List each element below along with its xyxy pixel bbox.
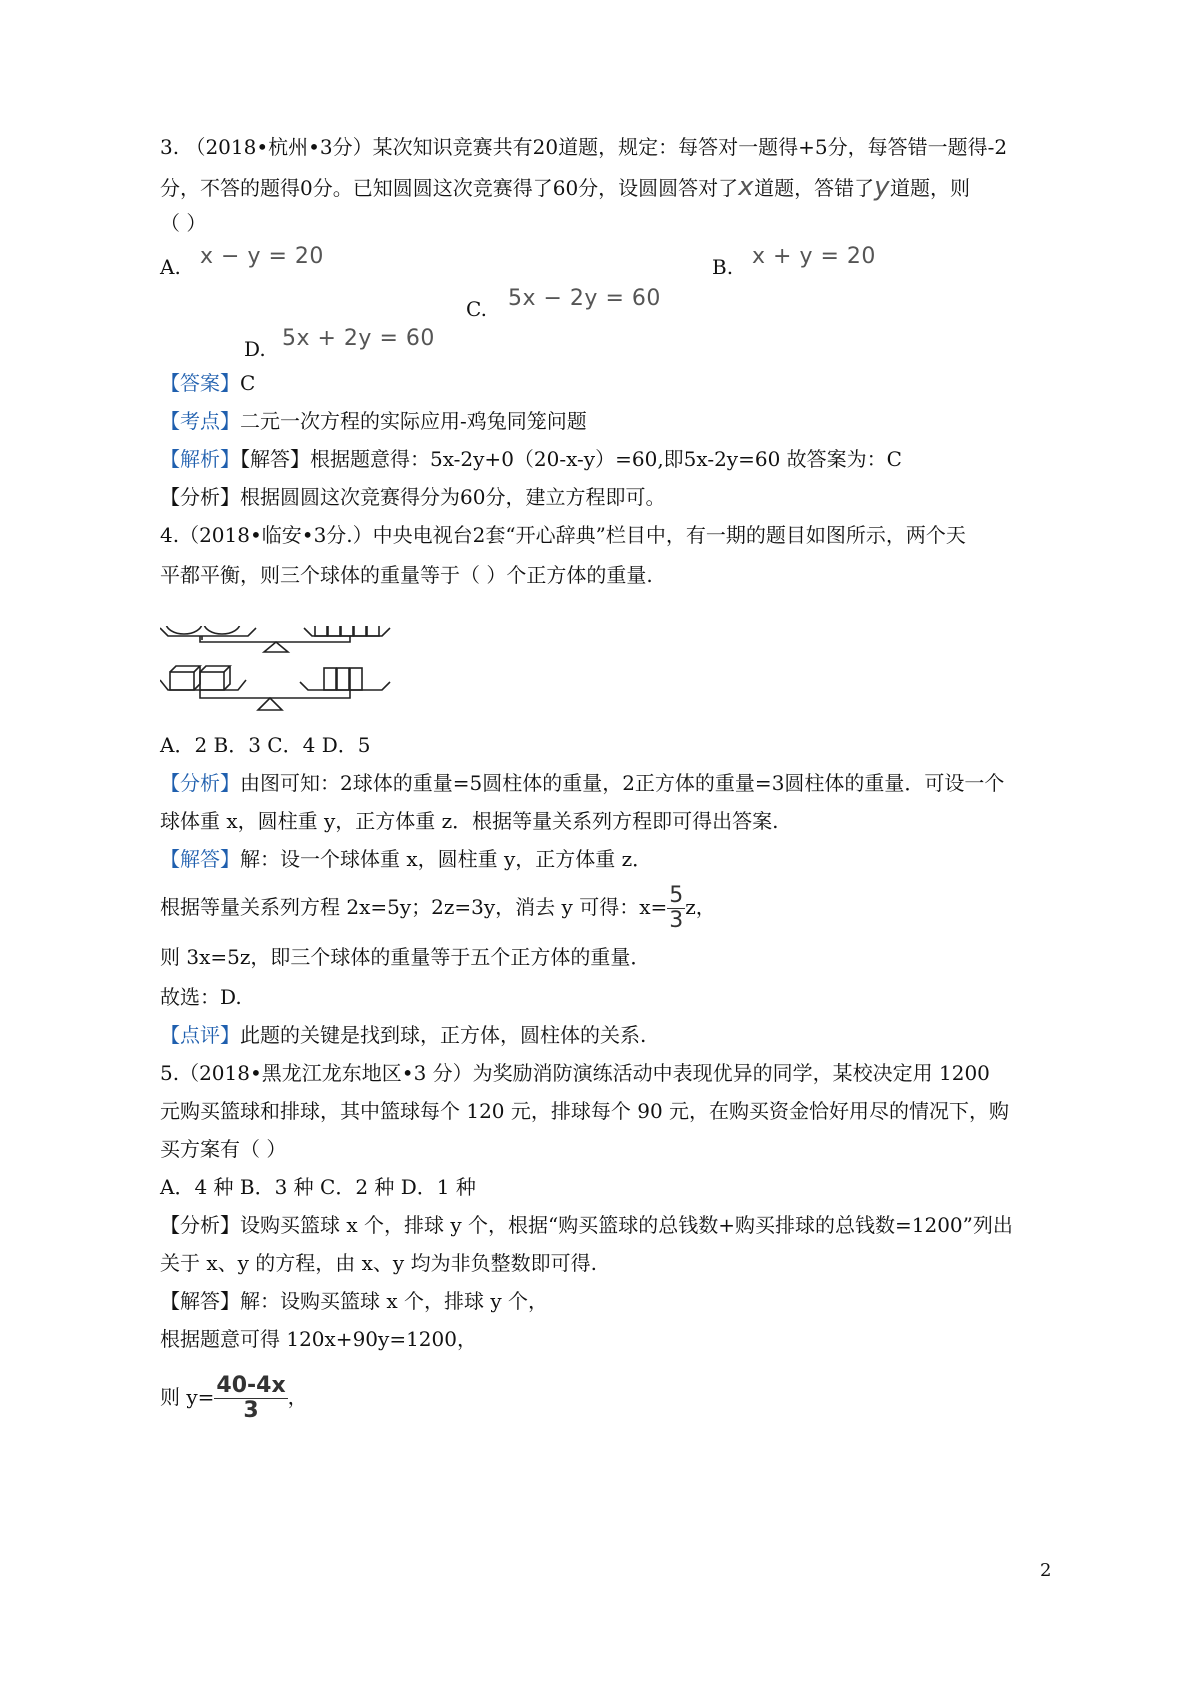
bottom-left-pan	[160, 680, 246, 690]
q3-option-b-expr: x + y = 20	[752, 244, 876, 269]
point-text: 二元一次方程的实际应用-鸡兔同笼问题	[240, 409, 587, 433]
q5-line-2: 元购买篮球和排球，其中篮球每个 120 元，排球每个 90 元，在购买资金恰好用尽的情况下，购	[160, 1099, 1010, 1123]
q5-line-3: 买方案有（ ）	[160, 1137, 287, 1161]
cylinder-3	[341, 626, 353, 636]
var-y: y	[874, 172, 890, 202]
q3-option-c-expr: 5x − 2y = 60	[508, 286, 661, 311]
q3-fenxi	[160, 484, 665, 510]
page-number: 2	[1040, 1560, 1052, 1581]
cube-1	[170, 672, 194, 690]
cube-2	[200, 672, 224, 690]
q5-fenxi-2: 关于 x、y 的方程，由 x、y 均为非负整数即可得.	[160, 1251, 597, 1275]
q3-option-d-expr: 5x + 2y = 60	[282, 326, 435, 351]
q3-analysis	[160, 446, 902, 472]
bottom-right-pan	[300, 682, 390, 690]
top-fulcrum	[264, 642, 288, 652]
q3-line-2-pre: 分，不答的题得0分。已知圆圆这次竞赛得了60分，设圆圆答对了	[160, 176, 739, 200]
answer-tag: 【答案】	[160, 371, 240, 395]
fenxi-text: 由图可知：2球体的重量=5圆柱体的重量，2正方体的重量=3圆柱体的重量．可设一个	[240, 771, 1005, 795]
q4-jieda-3: 则 3x=5z，即三个球体的重量等于五个正方体的重量．	[160, 945, 651, 969]
q4-jieda-2	[160, 884, 716, 933]
q3-point	[160, 408, 587, 434]
bottom-fulcrum	[258, 698, 282, 710]
q3-option-d-label: D.	[244, 337, 266, 361]
fraction-numerator: 5	[669, 883, 684, 908]
point-tag: 【考点】	[160, 409, 240, 433]
q5-options: A．4 种 B．3 种 C．2 种 D．1 种	[160, 1175, 476, 1199]
q3-line-2-post: 道题，则	[889, 176, 970, 200]
jieda-2-post: z，	[685, 895, 716, 919]
q4-jieda-4: 故选：D.	[160, 985, 242, 1009]
top-balance	[160, 626, 390, 652]
q5-jieda-1: 【解答】解：设购买篮球 x 个，排球 y 个，	[160, 1289, 549, 1313]
q5-jieda-2: 根据题意可得 120x+90y=1200，	[160, 1327, 477, 1351]
fraction-denominator: 3	[243, 1398, 259, 1423]
cylinder-8	[350, 668, 362, 690]
q4-fenxi-2: 球体重 x，圆柱重 y，正方体重 z．根据等量关系列方程即可得出答案.	[160, 809, 779, 833]
fenxi-tag: 【分析】	[160, 485, 240, 509]
balance-figure	[160, 626, 400, 722]
cylinder-2	[328, 626, 340, 636]
q4-line-1: 4.（2018•临安•3分.）中央电视台2套“开心辞典”栏目中，有一期的题目如图所示，两个天	[160, 523, 966, 547]
cylinder-4	[354, 626, 366, 636]
q3-line-1: 3. （2018•杭州•3分）某次知识竞赛共有20道题，规定：每答对一题得+5分，每答错一题得-2	[160, 135, 1008, 159]
q5-fenxi-1: 【分析】设购买篮球 x 个，排球 y 个，根据“购买篮球的总钱数+购买排球的总钱数=1200”列出	[160, 1213, 1013, 1237]
q3-answer	[160, 370, 255, 396]
q3-paren: （ ）	[160, 211, 207, 235]
q4-line-2: 平都平衡，则三个球体的重量等于（ ）个正方体的重量.	[160, 563, 653, 587]
cylinder-7	[337, 668, 349, 690]
dianping-tag: 【点评】	[160, 1023, 240, 1047]
analysis-tag: 【解析】	[160, 447, 240, 471]
q5-line-1: 5.（2018•黑龙江龙东地区•3 分）为奖励消防演练活动中表现优异的同学，某校决定用 1200	[160, 1061, 990, 1085]
fraction-numerator: 40-4x	[216, 1373, 286, 1398]
q4-dianping	[160, 1022, 646, 1048]
jieda-3-post: ，	[287, 1385, 308, 1409]
jieda-tag: 【解答】	[160, 847, 240, 871]
bottom-balance	[160, 666, 390, 710]
fraction-40-4x-3	[214, 1374, 287, 1423]
analysis-text: 【解答】根据题意得：5x-2y+0（20-x-y）=60,即5x-2y=60 故答案为：C	[240, 447, 902, 471]
jieda-3-pre: 则 y=	[160, 1385, 215, 1409]
fenxi-tag: 【分析】	[160, 771, 240, 795]
q3-option-c-label: C.	[466, 297, 487, 321]
cylinder-6	[324, 668, 336, 690]
ball-2	[204, 626, 240, 634]
ball-1	[166, 626, 202, 634]
q3-line-2-mid: 道题，答错了	[754, 176, 875, 200]
fraction-5-3	[667, 884, 685, 933]
q3-option-a-label: A.	[160, 255, 181, 279]
q4-fenxi-1	[160, 770, 1004, 796]
jieda-text: 解：设一个球体重 x，圆柱重 y，正方体重 z．	[240, 847, 653, 871]
q5-jieda-3	[160, 1374, 308, 1423]
fenxi-text: 根据圆圆这次竞赛得分为60分，建立方程即可。	[240, 485, 666, 509]
top-right-pan	[304, 628, 390, 636]
cylinder-5	[367, 626, 379, 636]
q4-jieda-1	[160, 846, 652, 872]
jieda-2-pre: 根据等量关系列方程 2x=5y；2z=3y，消去 y 可得：x=	[160, 895, 668, 919]
fraction-denominator: 3	[669, 908, 684, 933]
var-x: x	[738, 172, 755, 202]
q3-line-2	[160, 174, 970, 201]
q3-option-b-label: B.	[712, 255, 734, 279]
cylinder-1	[315, 626, 327, 636]
q4-options: A．2 B．3 C．4 D．5	[160, 733, 371, 757]
dianping-text: 此题的关键是找到球，正方体，圆柱体的关系.	[240, 1023, 647, 1047]
q3-option-a-expr: x − y = 20	[200, 244, 324, 269]
answer-value: C	[240, 371, 256, 395]
